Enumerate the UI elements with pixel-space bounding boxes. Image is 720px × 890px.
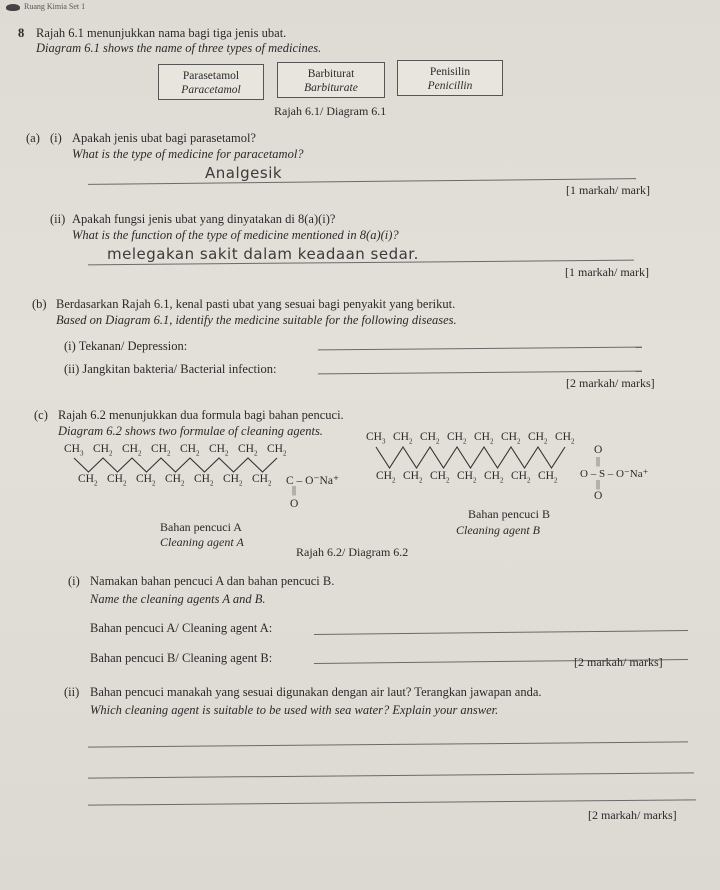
agent-a-en: Cleaning agent A <box>160 535 244 549</box>
formula-a-double-bond: || <box>292 485 297 496</box>
formula-a-top-group-6: $CH_2$ <box>209 443 229 458</box>
part-c-i-bm: Namakan bahan pencuci A dan bahan pencuci B. <box>90 574 335 588</box>
part-c-ii-num: (ii) <box>64 685 80 699</box>
formula-b-bottom-group-4: $CH_2$ <box>457 470 477 485</box>
formula-a-bottom-group-6: $CH_2$ <box>223 473 243 488</box>
formula-b-double-bond-bottom: || <box>596 479 601 490</box>
formula-a-top-group-4: $CH_2$ <box>151 443 171 458</box>
formula-a-bottom-group-1: $CH_2$ <box>78 473 98 488</box>
medicine-box-paracetamol <box>158 64 264 100</box>
medicine-name-bm: Penisilin <box>429 66 471 78</box>
formula-b-bottom-group-5: $CH_2$ <box>484 470 504 485</box>
agent-a-bm: Bahan pencuci A <box>160 520 242 534</box>
part-a-ii-answer: melegakan sakit dalam keadaan sedar. <box>107 245 419 263</box>
formula-b-bottom-group-3: $CH_2$ <box>430 470 450 485</box>
formula-a-bottom-group-2: $CH_2$ <box>107 473 127 488</box>
formula-b-top-group-5: $CH_2$ <box>474 431 494 446</box>
formula-b-bottom-group-7: $CH_2$ <box>538 470 558 485</box>
intro-bm: Rajah 6.1 menunjukkan nama bagi tiga jenis ubat. <box>36 26 287 40</box>
formula-b-oxygen-bottom: O <box>594 490 603 502</box>
answer-line-c-ii-1 <box>88 741 688 747</box>
part-a-label: (a) <box>26 131 40 145</box>
part-c-ii-marks: [2 markah/ marks] <box>588 808 677 822</box>
formula-b-double-bond-top: || <box>596 456 601 467</box>
medicine-name-en: Paracetamol <box>181 84 241 96</box>
agent-b-en: Cleaning agent B <box>456 523 540 537</box>
part-b-marks: [2 markah/ marks] <box>566 376 655 390</box>
formula-a-bottom-group-4: $CH_2$ <box>165 473 185 488</box>
part-a-i-num: (i) <box>50 131 62 145</box>
formula-b-top-group-2: $CH_2$ <box>393 431 413 446</box>
formula-a-top-group-5: $CH_2$ <box>180 443 200 458</box>
part-c-ii-bm: Bahan pencuci manakah yang sesuai digunakan dengan air laut? Terangkan jawapan anda. <box>90 685 542 699</box>
answer-line-b-ii <box>318 371 642 375</box>
part-a-i-marks: [1 markah/ mark] <box>566 183 650 197</box>
formula-b-top-group-6: $CH_2$ <box>501 431 521 446</box>
formula-a-top-group-2: $CH_2$ <box>93 443 113 458</box>
medicine-name-bm: Barbiturat <box>307 68 355 80</box>
formula-a-top-group-1: $CH_3$ <box>64 443 84 458</box>
part-c-bm: Rajah 6.2 menunjukkan dua formula bagi bahan pencuci. <box>58 408 344 422</box>
diagram1-caption: Rajah 6.1/ Diagram 6.1 <box>274 104 387 118</box>
formula-b-bottom-group-6: $CH_2$ <box>511 470 531 485</box>
formula-b-top-group-7: $CH_2$ <box>528 431 548 446</box>
part-b-ii: (ii) Jangkitan bakteria/ Bacterial infection: <box>64 362 277 376</box>
part-b-en: Based on Diagram 6.1, identify the medicine suitable for the following diseases. <box>56 313 457 327</box>
formula-a-oxygen: O <box>290 498 299 510</box>
formula-b-bottom-group-2: $CH_2$ <box>403 470 423 485</box>
part-a-i-bm: Apakah jenis ubat bagi parasetamol? <box>72 131 256 145</box>
part-c-en: Diagram 6.2 shows two formulae of cleaning agents. <box>58 424 323 438</box>
part-a-ii-en: What is the function of the type of medicine mentioned in 8(a)(i)? <box>72 228 399 242</box>
part-c-label: (c) <box>34 408 48 422</box>
formula-a-top-group-7: $CH_2$ <box>238 443 258 458</box>
answer-line-b-i <box>318 347 642 351</box>
part-a-ii-bm: Apakah fungsi jenis ubat yang dinyatakan di 8(a)(i)? <box>72 212 336 226</box>
agent-b-bm: Bahan pencuci B <box>468 507 550 521</box>
formula-a-bottom-group-3: $CH_2$ <box>136 473 156 488</box>
logo-icon <box>6 4 20 11</box>
part-c-i-en: Name the cleaning agents A and B. <box>90 592 266 606</box>
formula-b-head: O – S – O⁻Na⁺ <box>580 468 649 480</box>
formula-a-top-group-8: $CH_2$ <box>267 443 287 458</box>
formula-b-top-group-8: $CH_2$ <box>555 431 575 446</box>
part-b-label: (b) <box>32 297 47 311</box>
diagram2-caption: Rajah 6.2/ Diagram 6.2 <box>296 545 409 559</box>
medicine-name-bm: Parasetamol <box>182 70 240 82</box>
header-logo <box>6 2 85 11</box>
part-b-i: (i) Tekanan/ Depression: <box>64 339 188 353</box>
part-c-i-agent-a: Bahan pencuci A/ Cleaning agent A: <box>90 621 273 635</box>
formula-b-top-group-4: $CH_2$ <box>447 431 467 446</box>
part-b-bm: Berdasarkan Rajah 6.1, kenal pasti ubat yang sesuai bagi penyakit yang berikut. <box>56 297 456 311</box>
medicine-name-en: Penicillin <box>427 80 473 92</box>
formula-b-top-group-3: $CH_2$ <box>420 431 440 446</box>
part-a-i-en: What is the type of medicine for paracetamol? <box>72 147 304 161</box>
medicine-name-en: Barbiturate <box>304 82 358 94</box>
formula-a-top-group-3: $CH_2$ <box>122 443 142 458</box>
logo-text: Ruang Kimia Set 1 <box>24 2 86 11</box>
part-c-i-agent-b: Bahan pencuci B/ Cleaning agent B: <box>90 651 273 665</box>
part-a-i-answer: Analgesik <box>205 164 283 182</box>
formula-a-bottom-group-7: $CH_2$ <box>252 473 272 488</box>
formula-a-bottom-group-5: $CH_2$ <box>194 473 214 488</box>
answer-line-c-ii-3 <box>88 799 696 805</box>
formula-b-zigzag <box>0 0 1 1</box>
part-c-ii-en: Which cleaning agent is suitable to be used with sea water? Explain your answer. <box>90 703 499 717</box>
intro-en: Diagram 6.1 shows the name of three types of medicines. <box>36 41 322 55</box>
answer-line-a-i <box>88 178 636 185</box>
answer-line-c-ii-2 <box>88 772 694 778</box>
part-c-i-marks: [2 markah/ marks] <box>574 655 663 669</box>
part-a-ii-num: (ii) <box>50 212 66 226</box>
question-number: 8 <box>18 26 25 40</box>
medicine-box-penicillin <box>397 60 503 96</box>
formula-b-bottom-group-1: $CH_2$ <box>376 470 396 485</box>
part-a-ii-marks: [1 markah/ mark] <box>565 265 649 279</box>
part-c-i-num: (i) <box>68 574 80 588</box>
answer-line-c-i-a <box>314 630 688 635</box>
formula-b-oxygen-top: O <box>594 444 603 456</box>
medicine-box-barbiturate <box>277 62 385 98</box>
formula-a-head: C – O⁻Na⁺ <box>286 475 340 487</box>
formula-b-top-group-1: $CH_3$ <box>366 431 386 446</box>
